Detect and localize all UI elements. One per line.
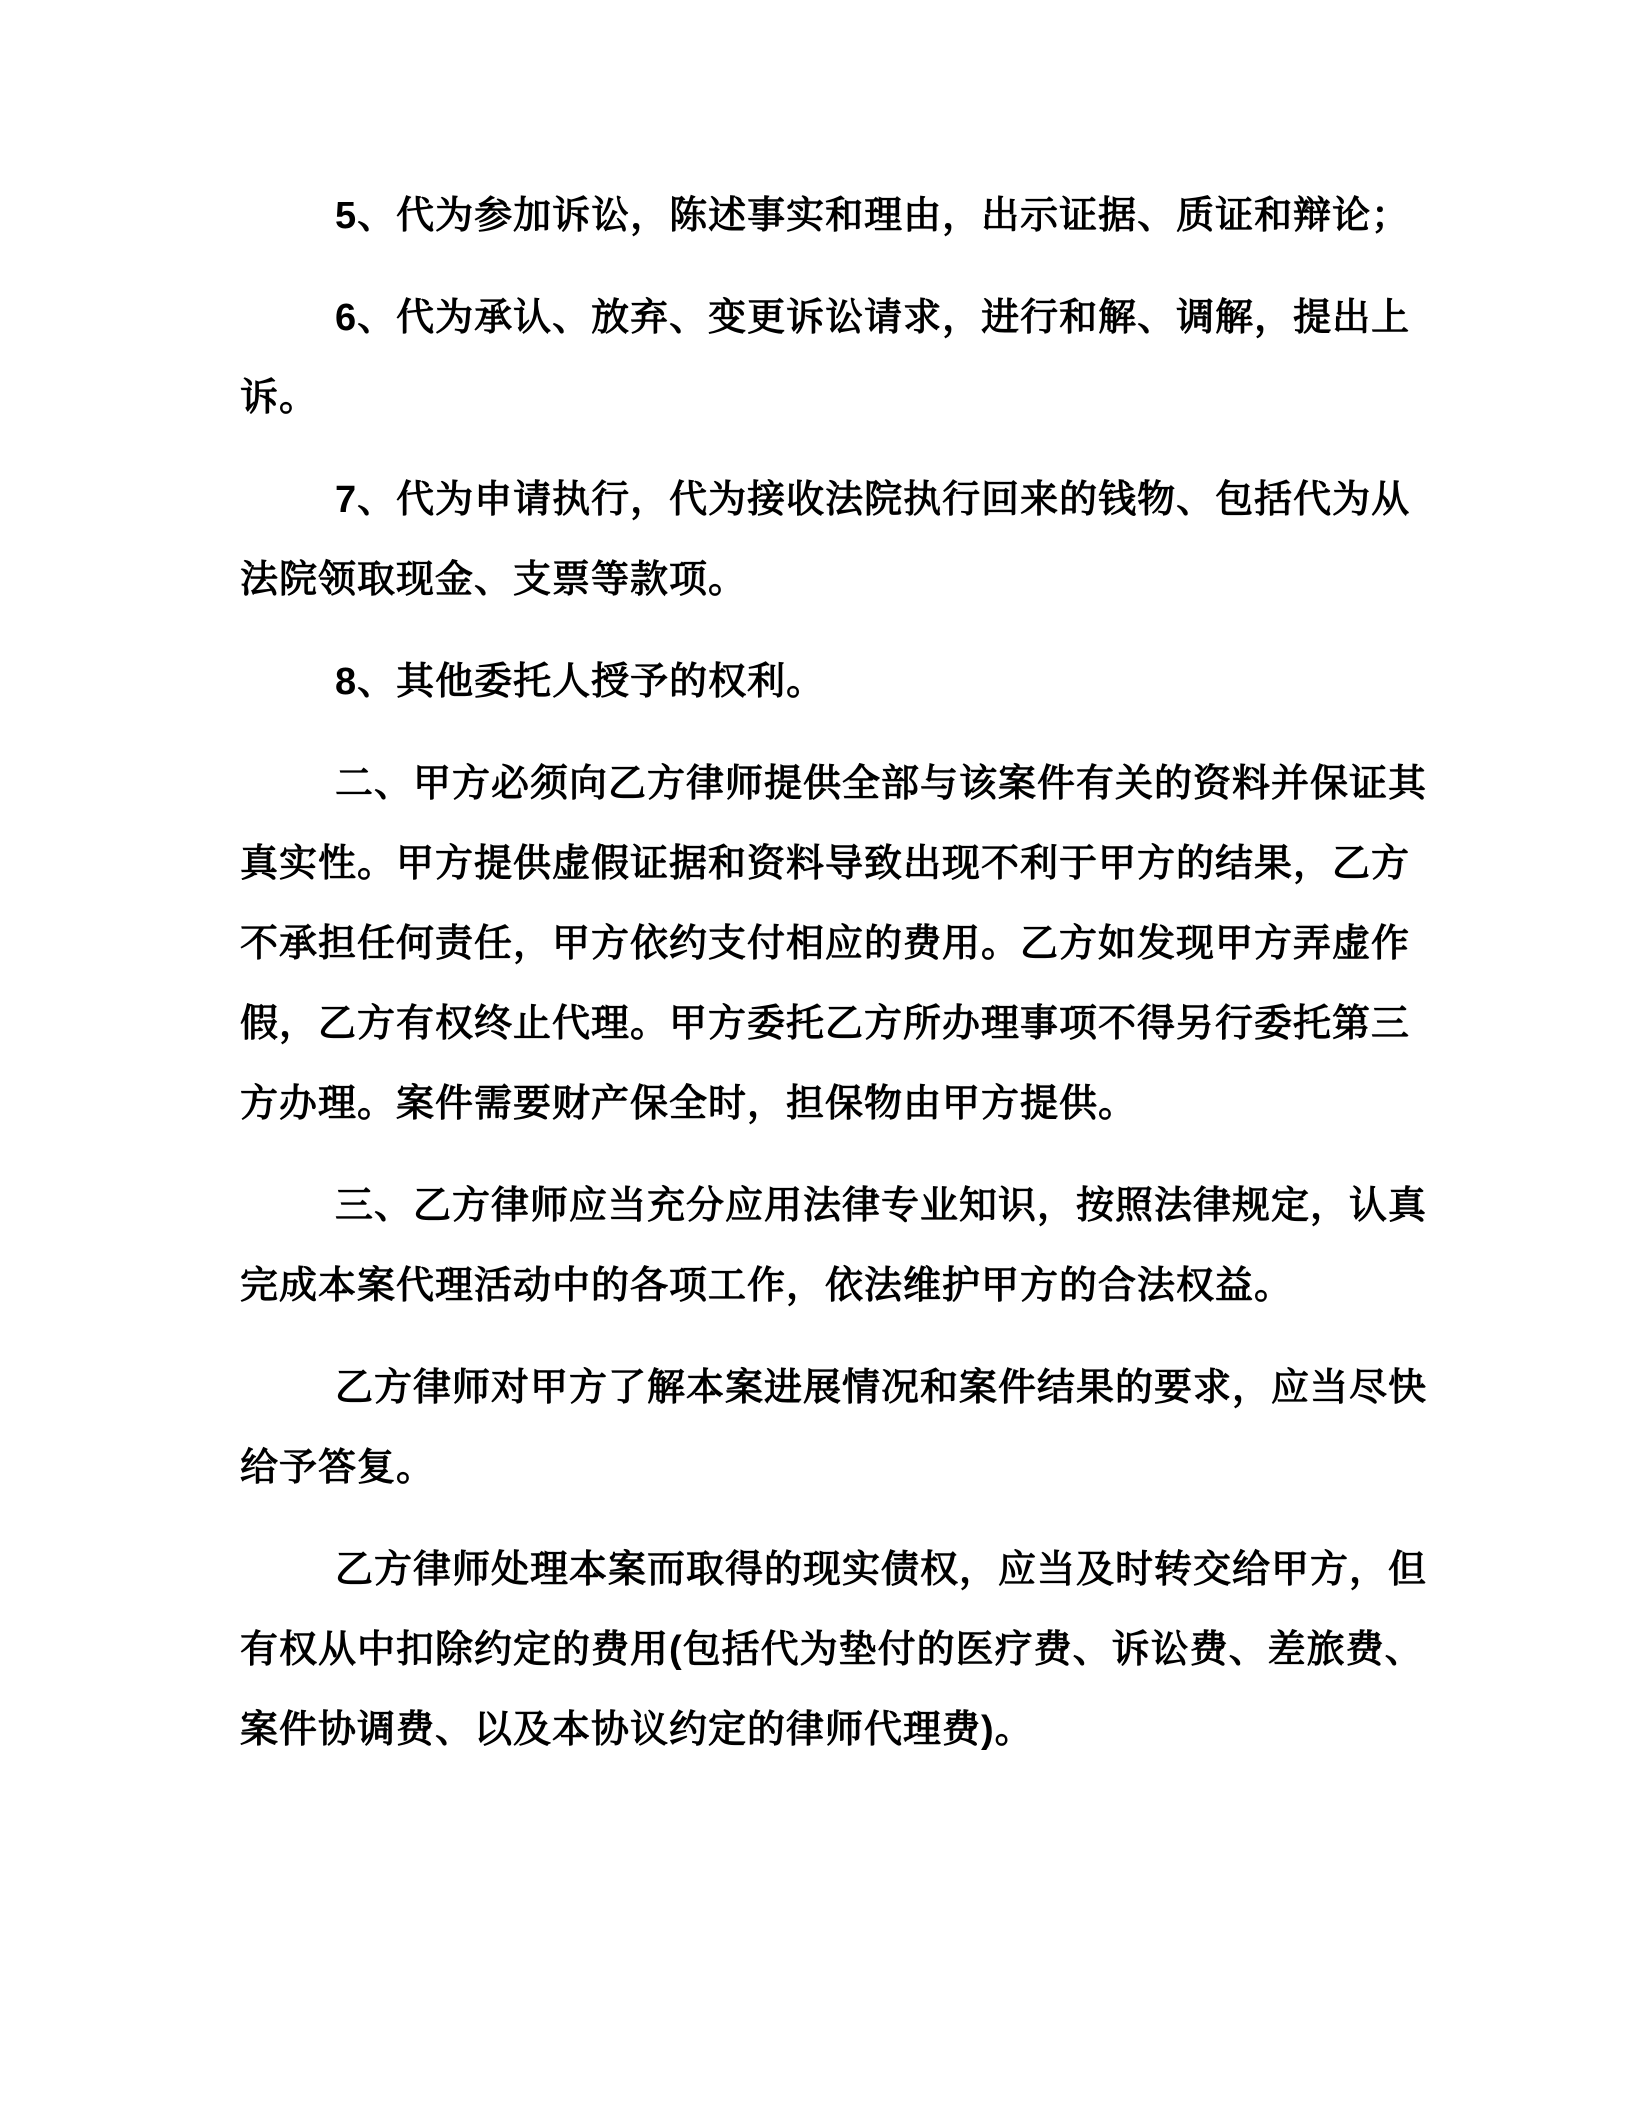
text-line: 有权从中扣除约定的费用(包括代为垫付的医疗费、诉讼费、差旅费、	[240, 1629, 1424, 1671]
text-line: 三、乙方律师应当充分应用法律专业知识，按照法律规定，认真	[335, 1185, 1428, 1227]
text-line: 假，乙方有权终止代理。甲方委托乙方所办理事项不得另行委托第三	[240, 1003, 1411, 1045]
text-line: 二、甲方必须向乙方律师提供全部与该案件有关的资料并保证其	[335, 763, 1428, 805]
paragraph	[240, 1530, 1428, 1770]
text-line: 完成本案代理活动中的各项工作，依法维护甲方的合法权益。	[240, 1265, 1294, 1307]
text-line: 7、代为申请执行，代为接收法院执行回来的钱物、包括代为从	[335, 479, 1411, 521]
paragraph	[240, 460, 1411, 620]
text-line: 给予答复。	[240, 1447, 436, 1489]
text-line: 8、其他委托人授予的权利。	[335, 661, 826, 703]
text-line: 诉。	[240, 377, 319, 419]
paragraph	[240, 1348, 1428, 1508]
paragraph	[240, 278, 1411, 438]
text-line: 真实性。甲方提供虚假证据和资料导致出现不利于甲方的结果，乙方	[240, 843, 1411, 885]
text-line: 乙方律师处理本案而取得的现实债权，应当及时转交给甲方，但	[335, 1549, 1428, 1591]
text-line: 案件协调费、以及本协议约定的律师代理费)。	[240, 1709, 1034, 1751]
text-line: 6、代为承认、放弃、变更诉讼请求，进行和解、调解，提出上	[335, 297, 1411, 339]
paragraph	[240, 642, 1394, 722]
text-line: 不承担任何责任，甲方依约支付相应的费用。乙方如发现甲方弄虚作	[240, 923, 1411, 965]
paragraph	[240, 744, 1428, 1144]
text-line: 乙方律师对甲方了解本案进展情况和案件结果的要求，应当尽快	[335, 1367, 1428, 1409]
text-line: 方办理。案件需要财产保全时，担保物由甲方提供。	[240, 1083, 1138, 1125]
paragraph	[240, 1166, 1428, 1326]
text-line: 5、代为参加诉讼，陈述事实和理由，出示证据、质证和辩论；	[335, 195, 1411, 237]
text-line: 法院领取现金、支票等款项。	[240, 559, 748, 601]
paragraph	[240, 176, 1411, 256]
